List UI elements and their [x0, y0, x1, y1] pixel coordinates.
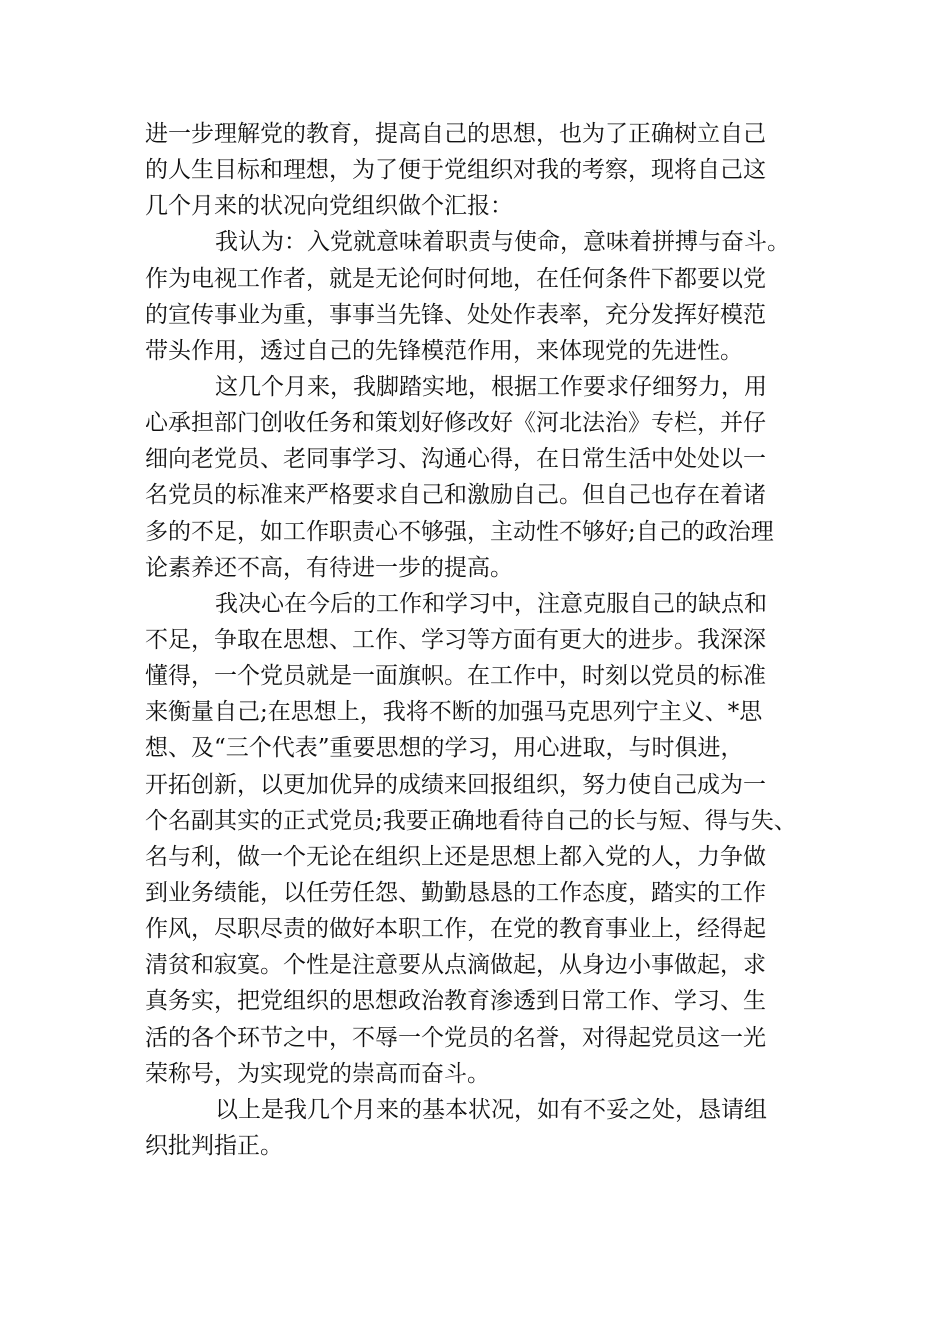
paragraph-first-line: 我认为：入党就意味着职责与使命，意味着拼搏与奋斗。 — [215, 229, 790, 256]
paragraph-first-line: 以上是我几个月来的基本状况，如有不妥之处，恳请组 — [215, 1096, 767, 1123]
text-line: 进一步理解党的教育，提高自己的思想，也为了正确树立自己 — [145, 121, 766, 147]
text-line: 想、及“三个代表”重要思想的学习，用心进取，与时俱进， — [145, 735, 744, 762]
text-line: 心承担部门创收任务和策划好修改好《河北法治》专栏，并仔 — [145, 410, 766, 437]
text-line: 活的各个环节之中，不辱一个党员的名誉，对得起党员这一光 — [145, 1024, 766, 1051]
text-line: 来衡量自己;在思想上，我将不断的加强马克思列宁主义、*思 — [145, 699, 763, 726]
text-line: 多的不足，如工作职责心不够强，主动性不够好;自己的政治理 — [145, 518, 774, 545]
text-line: 名与利，做一个无论在组织上还是思想上都入党的人，力争做 — [145, 843, 766, 870]
text-line: 的人生目标和理想，为了便于党组织对我的考察，现将自己这 — [145, 157, 766, 184]
text-line: 几个月来的状况向党组织做个汇报： — [145, 193, 513, 220]
paragraph-first-line: 我决心在今后的工作和学习中，注意克服自己的缺点和 — [215, 590, 767, 617]
text-line: 的宣传事业为重，事事当先锋、处处作表率，充分发挥好模范 — [145, 301, 766, 328]
text-line: 名党员的标准来严格要求自己和激励自己。但自己也存在着诸 — [145, 482, 766, 509]
text-line: 开拓创新，以更加优异的成绩来回报组织，努力使自己成为一 — [145, 771, 766, 798]
text-line: 不足，争取在思想、工作、学习等方面有更大的进步。我深深 — [145, 626, 766, 653]
text-line: 带头作用，透过自己的先锋模范作用，来体现党的先进性。 — [145, 337, 743, 364]
text-line: 个名副其实的正式党员;我要正确地看待自己的长与短、得与失、 — [145, 807, 797, 834]
text-line: 论素养还不高，有待进一步的提高。 — [145, 554, 513, 581]
text-line: 细向老党员、老同事学习、沟通心得，在日常生活中处处以一 — [145, 446, 766, 473]
document-body — [145, 116, 825, 1164]
text-line: 懂得，一个党员就是一面旗帜。在工作中，时刻以党员的标准 — [145, 663, 766, 690]
text-line: 荣称号，为实现党的崇高而奋斗。 — [145, 1060, 490, 1087]
text-line: 作为电视工作者，就是无论何时何地，在任何条件下都要以党 — [145, 265, 766, 292]
text-line: 到业务绩能，以任劳任怨、勤勤恳恳的工作态度，踏实的工作 — [145, 879, 766, 906]
text-line: 清贫和寂寞。个性是注意要从点滴做起，从身边小事做起，求 — [145, 952, 766, 979]
text-line: 织批判指正。 — [145, 1132, 283, 1159]
text-line: 真务实，把党组织的思想政治教育渗透到日常工作、学习、生 — [145, 988, 766, 1015]
paragraph-first-line: 这几个月来，我脚踏实地，根据工作要求仔细努力，用 — [215, 373, 767, 400]
text-line: 作风，尽职尽责的做好本职工作，在党的教育事业上，经得起 — [145, 916, 766, 943]
